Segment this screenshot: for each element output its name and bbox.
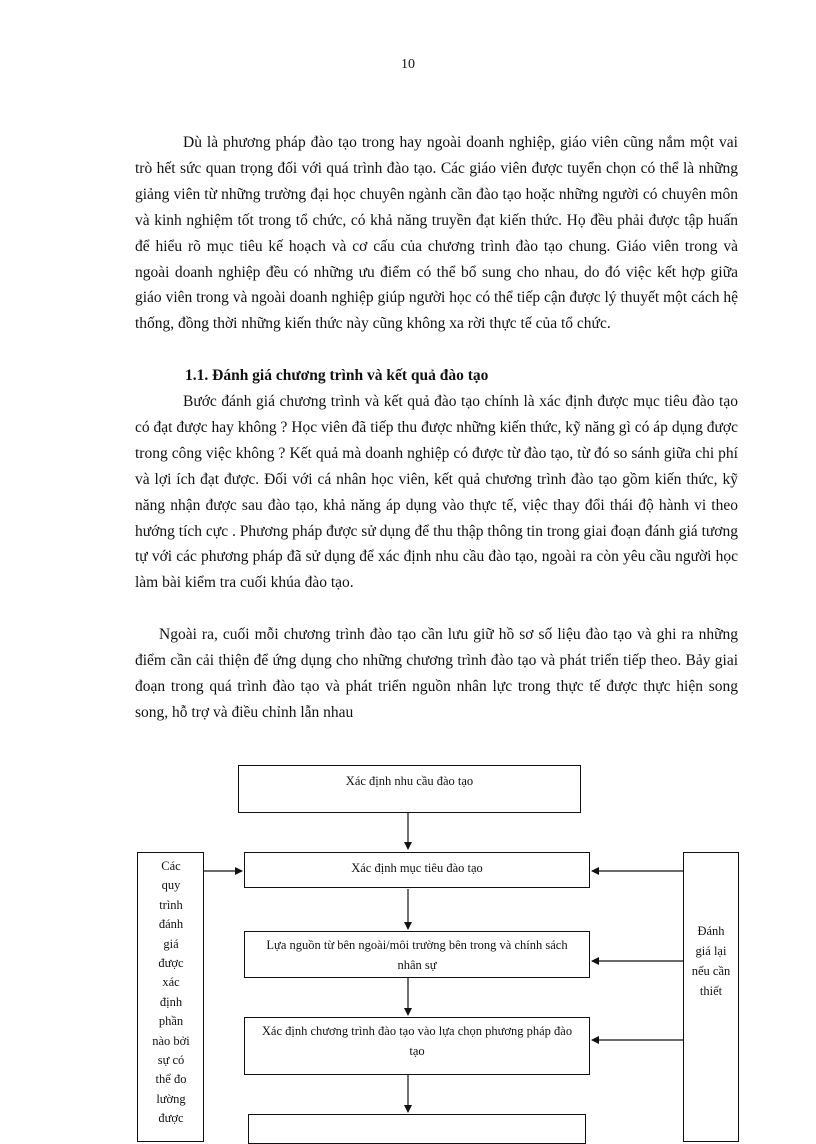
paragraph-teachers: Dù là phương pháp đào tạo trong hay ngoài doanh nghiệp, giáo viên cũng nắm một vai trò hết sức quan trọng đối với quá trình đào tạo. Các giáo viên được tuyển chọn có thể là những giảng viên từ những trường đại học chuyên ngành cần đào tạo hoặc những người có chuyên môn và kinh nghiệm tốt trong tổ chức, có khả năng truyền đạt kiến thức. Họ đều phải được tập huấn để hiểu rõ mục tiêu kế hoạch và cơ cấu của chương trình đào tạo chung. Giáo viên trong và ngoài doanh nghiệp đều có những ưu điểm có thể bổ sung cho nhau, do đó việc kết hợp giữa giáo viên trong và ngoài doanh nghiệp giúp người học có thể tiếp cận được lý thuyết một cách hệ thống, đồng thời những kiến thức này cũng không xa rời thực tế của tổ chức.	[135, 134, 738, 333]
step-label-2: Xác định mục tiêu đào tạo	[351, 861, 483, 875]
paragraph-evaluation: Bước đánh giá chương trình và kết quả đào tạo chính là xác định được mục tiêu đào tạo có đạt được hay không ? Học viên đã tiếp thu được những kiến thức, kỹ năng gì có áp dụng được trong công việc không ? Kết quả mà doanh nghiệp có được từ đào tạo, từ đó so sánh giữa chi phí và lợi ích đạt được. Đối với cá nhân học viên, kết quả chương trình đào tạo gồm kiến thức, kỹ năng nhận được sau đào tạo, khả năng áp dụng vào thực tế, việc thay đổi thái độ hành vi theo hướng tích cực . Phương pháp được sử dụng để thu thập thông tin trong giai đoạn đánh giá tương tự với các phương pháp đã sử dụng để xác định nhu cầu đào tạo, ngoài ra còn yêu cầu người học làm bài kiểm tra cuối khúa đào tạo.	[135, 393, 738, 592]
page-number: 10	[401, 57, 415, 72]
step-box-5	[248, 1114, 586, 1144]
step-label-3: Lựa nguồn từ bên ngoài/môi trường bên trong và chính sách nhân sự	[266, 938, 568, 972]
left-note-box	[137, 852, 204, 1142]
right-note-box	[683, 852, 739, 1142]
left-note-text: Các quy trình đánh giá được xác định phần nào bởi sự có thể đo lường được	[152, 859, 190, 1126]
step-box-2	[244, 852, 590, 888]
right-note-text: Đánh giá lại nếu cần thiết	[691, 924, 731, 998]
paragraph-notes: Ngoài ra, cuối mỗi chương trình đào tạo cần lưu giữ hồ sơ số liệu đào tạo và ghi ra những điểm cần cải thiện để ứng dụng cho những chương trình đào tạo và phát triển tiếp theo. Bảy giai đoạn trong quá trình đào tạo và phát triển nguồn nhân lực trong thực tế được thực hiện song song, hỗ trợ và điều chỉnh lẫn nhau	[135, 626, 738, 721]
step-label-1: Xác định nhu cầu đào tạo	[345, 774, 474, 788]
section-heading: 1.1. Đánh giá chương trình và kết quả đào tạo	[185, 367, 489, 384]
step-box-1	[238, 765, 581, 813]
step-box-3	[244, 931, 590, 978]
step-box-4	[244, 1017, 590, 1075]
step-label-4: Xác định chương trình đào tạo vào lựa chọn phương pháp đào tạo	[261, 1024, 573, 1058]
